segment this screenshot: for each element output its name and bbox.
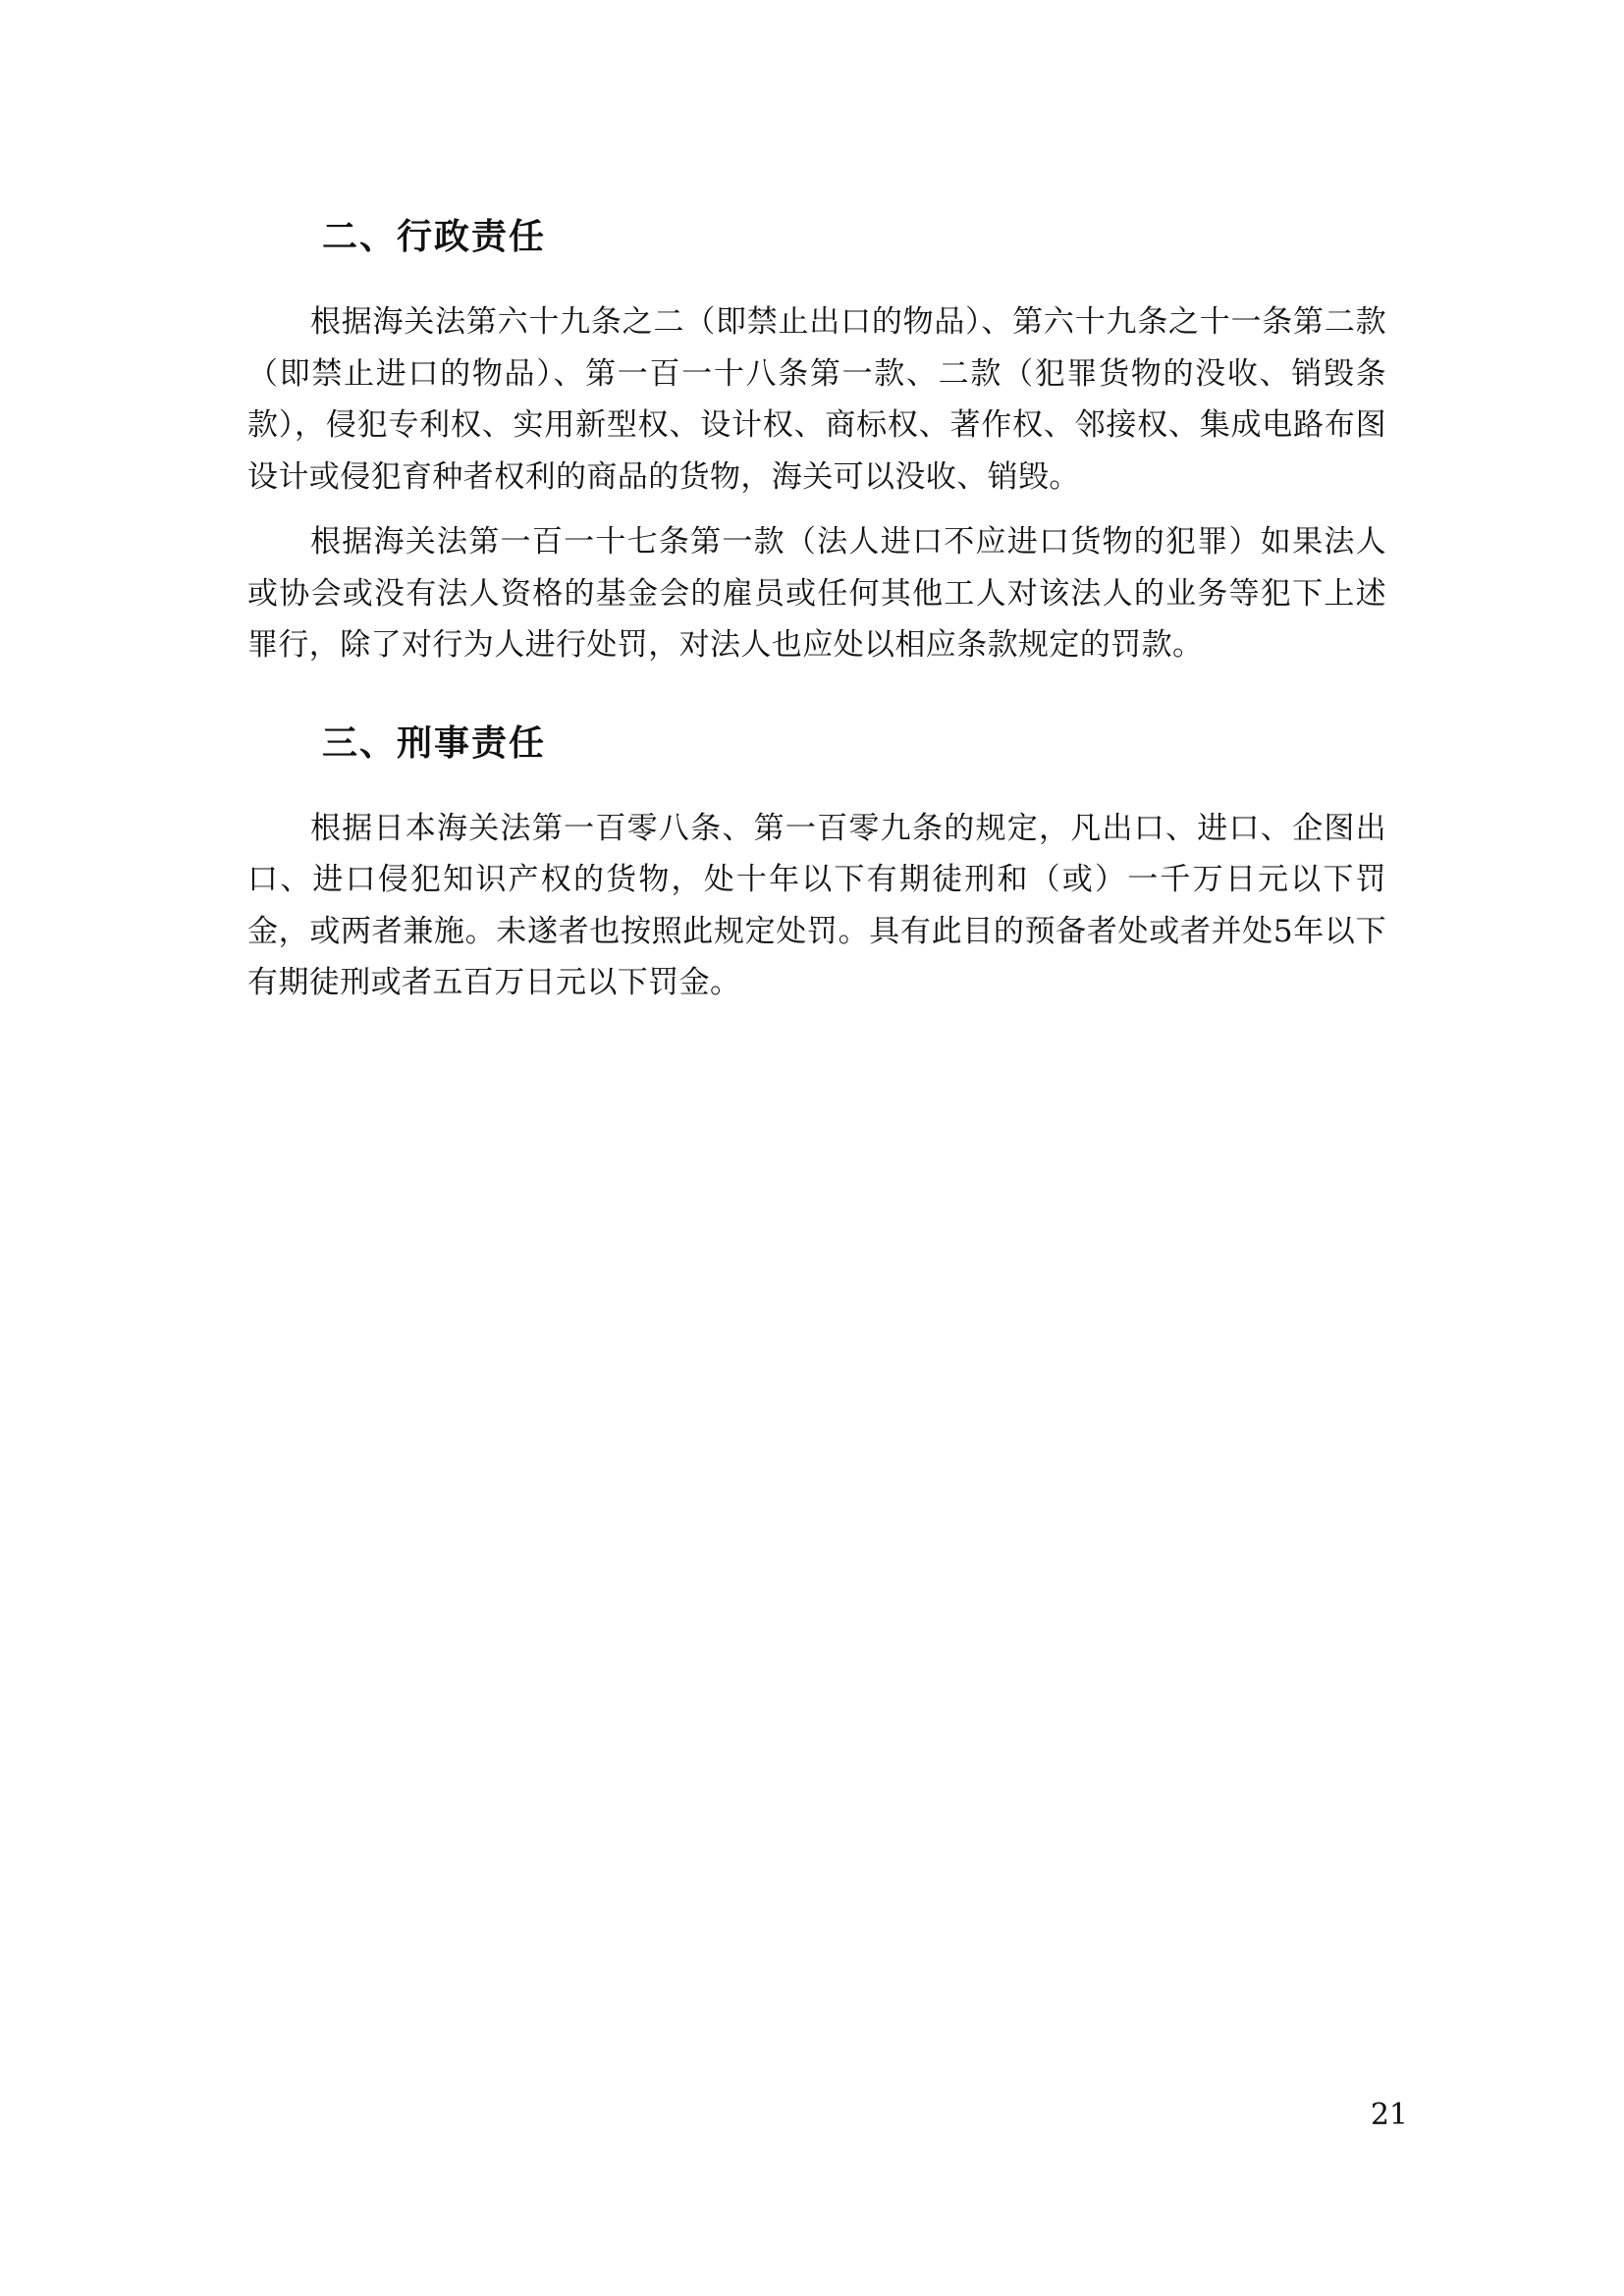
page-content [247,208,1386,1023]
section-criminal-liability [247,715,1386,1009]
section-heading: 二、行政责任 [322,217,547,257]
paragraph: 根据海关法第六十九条之二（即禁止出口的物品）、第六十九条之十一条第二款（即禁止进口的物品）、第一百一十八条第一款、二款（犯罪货物的没收、销毁条款），侵犯专利权、实用新型权、设计权、商标权、著作权、邻接权、集成电路布图设计或侵犯育种者权利的商品的货物，海关可以没收、销毁。 [247,304,1386,495]
paragraph: 根据海关法第一百一十七条第一款（法人进口不应进口货物的犯罪）如果法人或协会或没有法人资格的基金会的雇员或任何其他工人对该法人的业务等犯下上述罪行，除了对行为人进行处罚，对法人也应处以相应条款规定的罚款。 [247,524,1386,663]
page-number: 21 [1370,2098,1408,2132]
section-heading: 三、刑事责任 [322,722,547,764]
section-administrative-liability [247,208,1386,671]
paragraph: 根据日本海关法第一百零八条、第一百零九条的规定，凡出口、进口、企图出口、进口侵犯知识产权的货物，处十年以下有期徒刑和（或）一千万日元以下罚金，或两者兼施。未遂者也按照此规定处罚。具有此目的预备者处或者并处5年以下有期徒刑或者五百万日元以下罚金。 [247,810,1386,1000]
